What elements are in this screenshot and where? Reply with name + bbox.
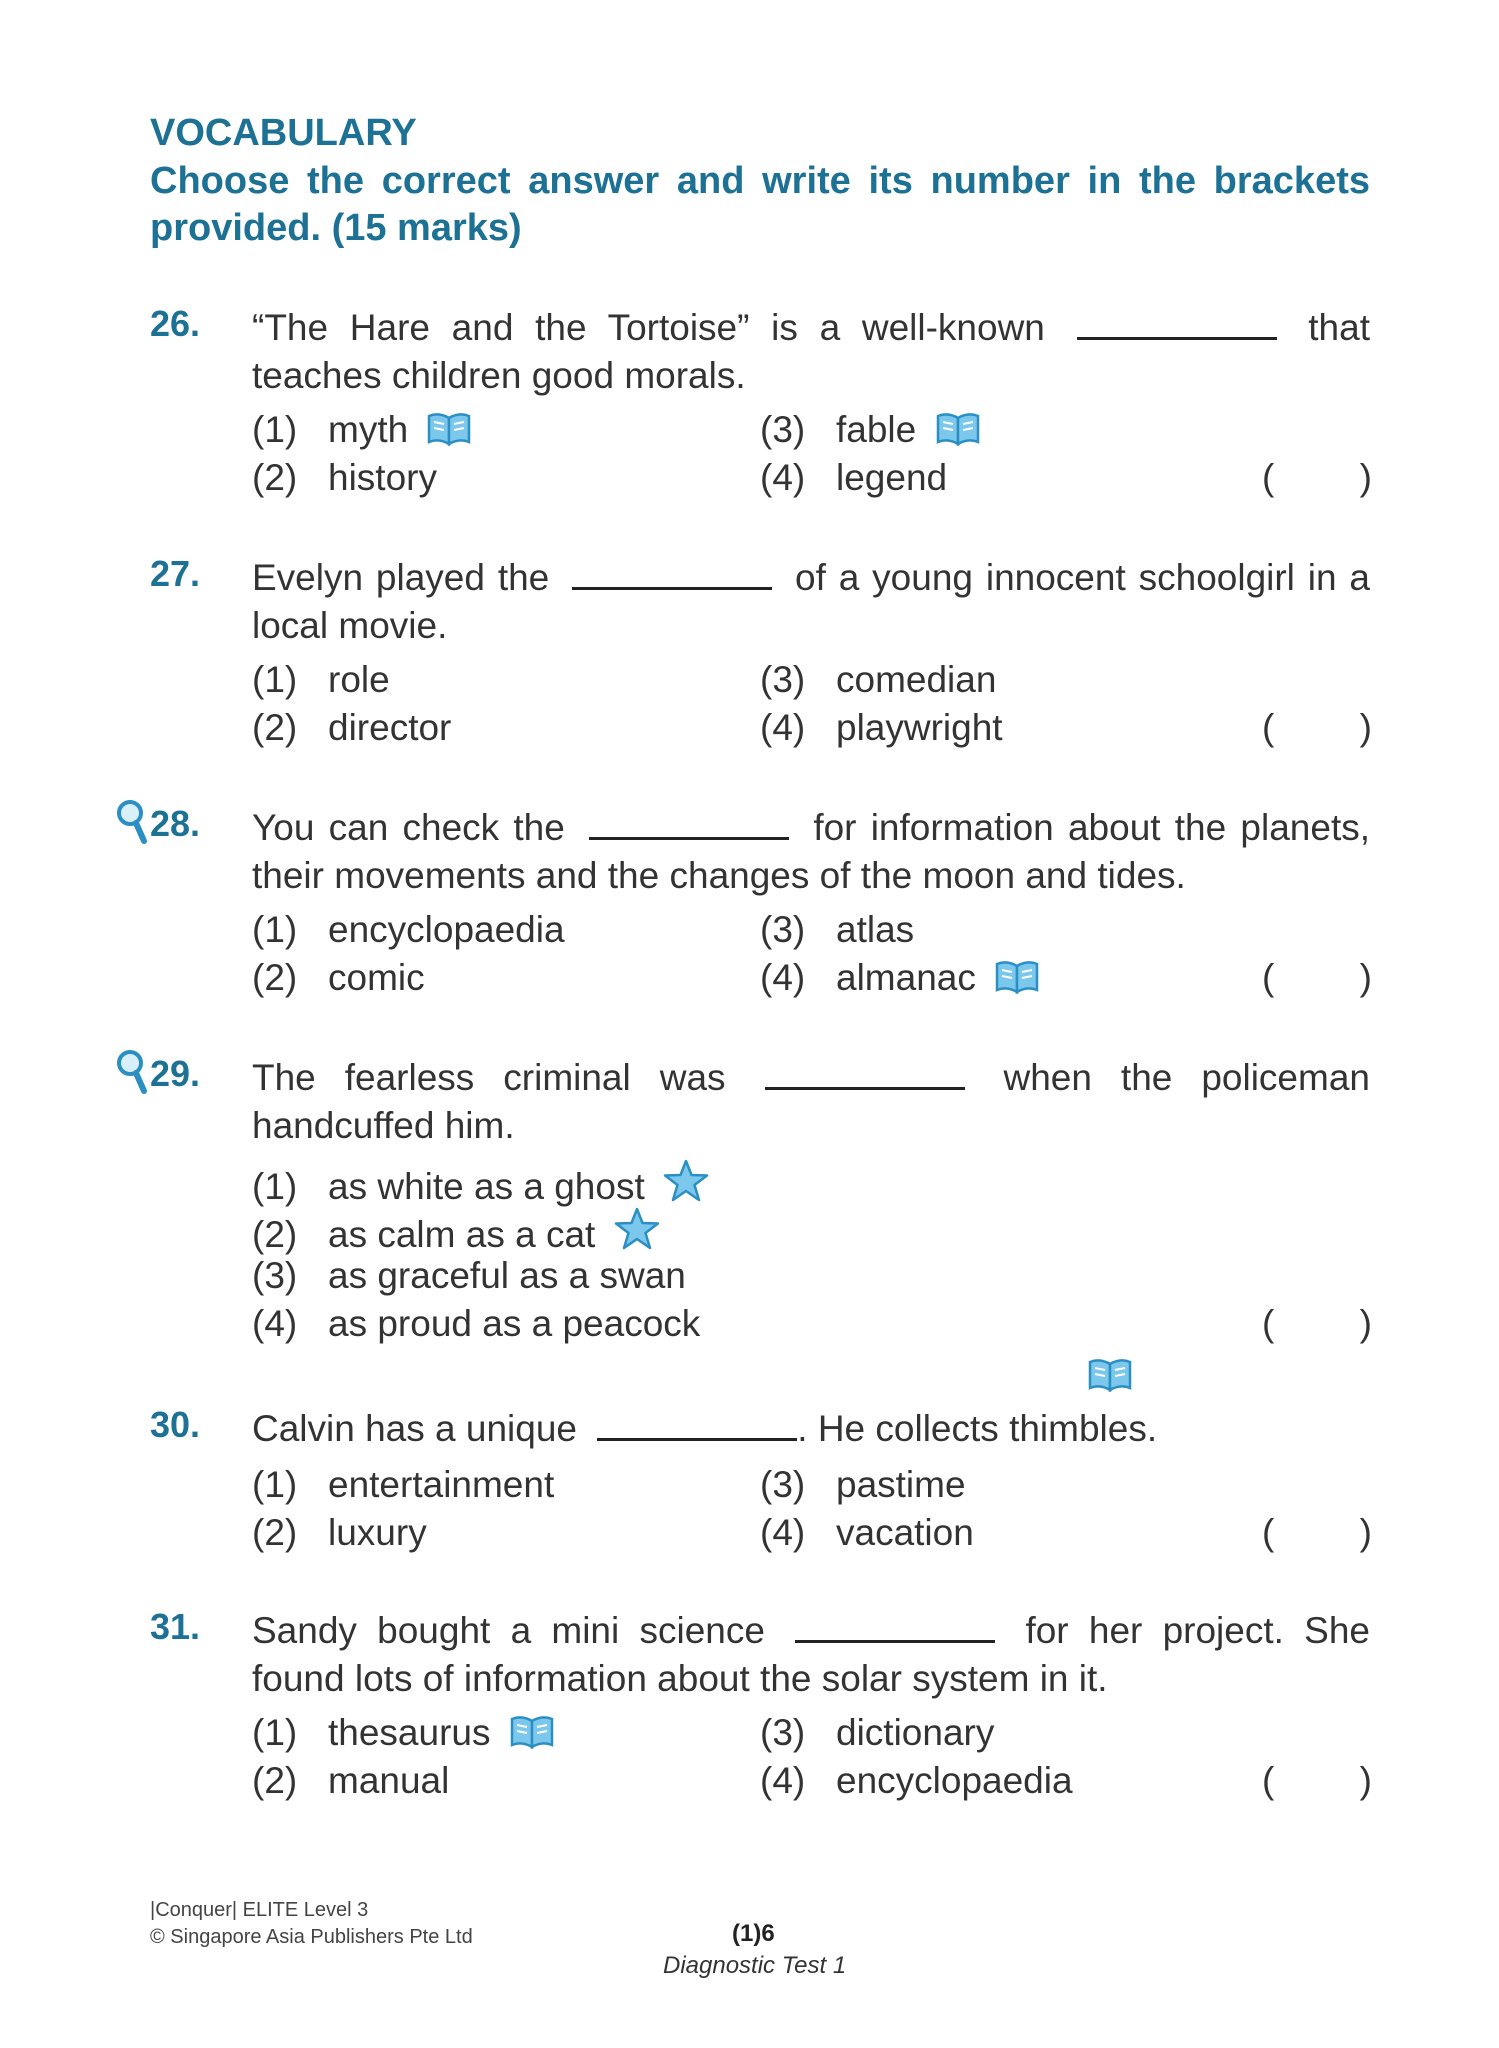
option-label: legend — [836, 457, 948, 498]
option-4 — [760, 1760, 1073, 1802]
option-label: director — [328, 707, 452, 748]
answer-blank — [765, 1053, 965, 1090]
question-text-after: of a young innocent schoolgirl in a local movie. — [252, 557, 1371, 646]
test-name: Diagnostic Test 1 — [663, 1952, 847, 1979]
option-3 — [760, 659, 996, 701]
option-2 — [252, 457, 437, 499]
question-number: 27. — [150, 553, 201, 594]
option-label: manual — [328, 1760, 450, 1801]
question-text-before: Sandy bought a mini science — [252, 1610, 765, 1651]
question-text — [252, 553, 1370, 650]
option-4 — [760, 1512, 974, 1554]
option-label: encyclopaedia — [328, 909, 565, 950]
question-text — [252, 1053, 1370, 1150]
option-label: myth — [328, 409, 409, 450]
question-text — [252, 1606, 1370, 1703]
option-3 — [760, 1712, 994, 1754]
option-number: (2) — [252, 1214, 298, 1255]
option-number: (2) — [252, 707, 298, 748]
option-1 — [252, 659, 390, 701]
option-4 — [760, 707, 1003, 749]
book-icon — [935, 410, 981, 455]
option-label: atlas — [836, 909, 915, 950]
option-label: history — [328, 457, 437, 498]
option-label: as proud as a peacock — [328, 1303, 701, 1344]
option-number: (3) — [760, 1464, 806, 1505]
answer-blank — [1077, 303, 1277, 340]
question-number: 29. — [150, 1053, 201, 1094]
option-3 — [760, 409, 981, 455]
option-1 — [252, 409, 472, 455]
option-label: as graceful as a swan — [328, 1255, 686, 1296]
option-number: (1) — [252, 909, 298, 950]
option-number: (4) — [760, 957, 806, 998]
option-label: dictionary — [836, 1712, 995, 1753]
question-text-before: The fearless criminal was — [252, 1057, 726, 1098]
page-number: (1)6 — [732, 1920, 775, 1947]
option-label: comic — [328, 957, 425, 998]
option-number: (2) — [252, 1512, 298, 1553]
magnifier-icon — [114, 797, 150, 852]
option-1 — [252, 909, 565, 951]
option-number: (3) — [760, 659, 806, 700]
answer-blank — [589, 803, 789, 840]
option-number: (4) — [760, 707, 806, 748]
option-label: as calm as a cat — [328, 1214, 596, 1255]
publisher-line-1: |Conquer| ELITE Level 3 — [150, 1899, 369, 1921]
option-2 — [252, 1760, 449, 1802]
option-number: (3) — [760, 409, 806, 450]
option-number: (1) — [252, 1166, 298, 1207]
question-text-before: Evelyn played the — [252, 557, 550, 598]
option-3 — [760, 909, 914, 951]
option-3 — [760, 1464, 966, 1506]
option-number: (2) — [252, 957, 298, 998]
option-label: as white as a ghost — [328, 1166, 645, 1207]
option-number: (4) — [760, 1512, 806, 1553]
question-text-after: . He collects thimbles. — [797, 1408, 1158, 1449]
option-label: almanac — [836, 957, 976, 998]
option-label: entertainment — [328, 1464, 555, 1505]
star-icon — [614, 1207, 660, 1260]
option-number: (1) — [252, 659, 298, 700]
book-icon — [1087, 1356, 1133, 1397]
option-2 — [252, 1512, 427, 1554]
option-label: thesaurus — [328, 1712, 491, 1753]
option-1 — [252, 1464, 554, 1506]
option-number: (4) — [252, 1303, 298, 1344]
option-label: vacation — [836, 1512, 974, 1553]
option-number: (2) — [252, 457, 298, 498]
question-number: 30. — [150, 1404, 201, 1445]
option-number: (1) — [252, 409, 298, 450]
option-label: luxury — [328, 1512, 427, 1553]
answer-blank — [795, 1606, 995, 1643]
option-label: playwright — [836, 707, 1003, 748]
question-text — [252, 1404, 1370, 1453]
option-1 — [252, 1712, 555, 1758]
option-label: comedian — [836, 659, 997, 700]
question-text — [252, 303, 1370, 400]
option-number: (3) — [760, 909, 806, 950]
option-label: encyclopaedia — [836, 1760, 1073, 1801]
answer-blank — [572, 553, 772, 590]
question-text-before: You can check the — [252, 807, 565, 848]
question-text-after: for her project. She found lots of information about the solar system in it. — [252, 1610, 1370, 1699]
option-1 — [252, 1159, 709, 1212]
question-number: 26. — [150, 303, 201, 344]
section-instruction: Choose the correct answer and write its number in the brackets provided. (15 marks) — [150, 160, 1370, 249]
book-icon — [509, 1713, 555, 1758]
question-number: 31. — [150, 1606, 201, 1647]
option-number: (3) — [760, 1712, 806, 1753]
option-label: role — [328, 659, 390, 700]
section-title: VOCABULARY — [150, 112, 417, 154]
book-icon — [994, 958, 1040, 1003]
question-text-before: Calvin has a unique — [252, 1408, 577, 1449]
option-4 — [760, 957, 1040, 1003]
option-4 — [760, 457, 947, 499]
question-text-after: that teaches children good morals. — [252, 307, 1370, 396]
option-number: (1) — [252, 1464, 298, 1505]
option-3 — [252, 1255, 686, 1297]
option-2 — [252, 957, 425, 999]
option-2 — [252, 1207, 660, 1260]
option-number: (4) — [760, 1760, 806, 1801]
option-number: (4) — [760, 457, 806, 498]
question-text — [252, 803, 1370, 900]
publisher-info — [150, 1897, 473, 1951]
book-icon — [426, 410, 472, 455]
star-icon — [663, 1159, 709, 1212]
answer-blank — [597, 1404, 797, 1441]
option-label: pastime — [836, 1464, 966, 1505]
worksheet-page: VOCABULARY Choose the correct answer and write its number in the brackets provided. (15 marks) 26. “The Hare and the Tortoise” is a well-known that teaches children good morals. (1) myth (2) history (3) fable (4) legend ( ) 27. Evelyn played the of a young innocent schoolgirl in a local movie. (1) role (2) director (3) comedian (4) playwright ( ) 28. You can check the for information about the planets, their movements and the changes of the moon and tides. (1) encyclopaedia (2) comic (3) atlas (4) almanac ( ) 29. The fearless criminal was when the policeman handcuffed him. (1) as white as a ghost (2) as calm as a cat (3) as graceful as a swan (4) as proud as a peacock ( ) 30. Calvin has a unique . He collects thimbles. (1) entertainment (2) luxury (3) pastime (4) vacation ( ) 31. Sandy bought a mini science for her project. She found lots of information about the solar system in it. (1) thesaurus (2) manual (3) dictionary (4) encyclopaedia ( ) |Conquer| ELITE Level 3 © Singapore Asia Publishers Pte Ltd (1)6 Diagnostic Test 1 — [0, 0, 1499, 2048]
option-label: fable — [836, 409, 917, 450]
publisher-line-2: © Singapore Asia Publishers Pte Ltd — [150, 1926, 473, 1948]
question-text-after: when the policeman handcuffed him. — [252, 1057, 1370, 1146]
magnifier-icon — [114, 1047, 150, 1102]
question-number: 28. — [150, 803, 201, 844]
option-2 — [252, 707, 451, 749]
option-number: (1) — [252, 1712, 298, 1753]
option-number: (3) — [252, 1255, 298, 1296]
question-text-before: “The Hare and the Tortoise” is a well-known — [252, 307, 1045, 348]
question-text-after: for information about the planets, their movements and the changes of the moon and tides. — [252, 807, 1371, 896]
option-4 — [252, 1303, 700, 1345]
option-number: (2) — [252, 1760, 298, 1801]
